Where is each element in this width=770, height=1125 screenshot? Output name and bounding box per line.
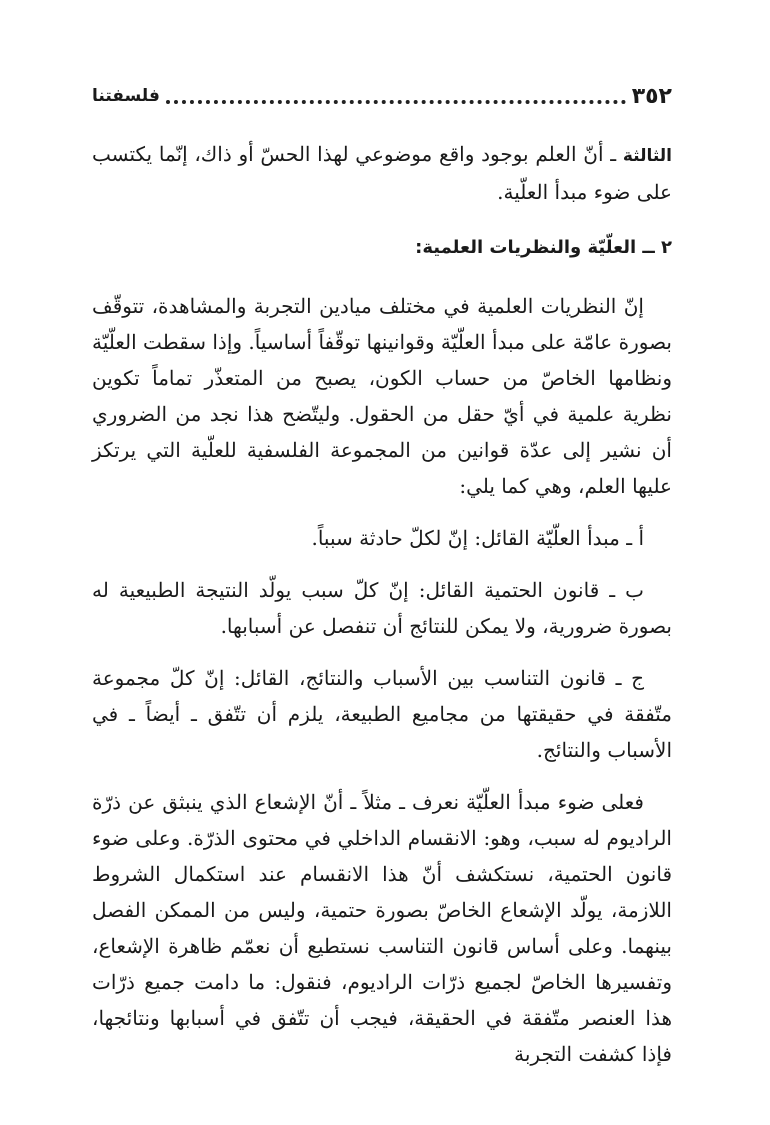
paragraph-lead-word: الثالثة xyxy=(622,146,672,166)
section-heading: ٢ ــ العلّيّة والنظريات العلمية: xyxy=(415,237,672,258)
closing-paragraph: فعلى ضوء مبدأ العلّيّة نعرف ـ مثلاً ـ أنّ الإشعاع الذي ينبثق عن ذرّة الراديوم له سبب، وهو: الانقسام الداخلي في محتوى الذرّة. وعلى ضوء قانون الحتمية، نستكشف أنّ هذا الانقسام عند استكمال الشروط اللازمة، يولّد الإشعاع الخاصّ بصورة حتمية، وليس من الممكن الفصل بينهما. وعلى أساس قانون التناسب نستطيع أن نعمّم ظاهرة الإشعاع، وتفسيرها الخاصّ لجميع ذرّات الراديوم، فنقول: ما دامت جميع ذرّات هذا العنصر متّفقة في الحقيقة، فيجب أن تتّفق في أسبابها ونتائجها، فإذا كشفت التجربة xyxy=(92,790,672,1066)
intro-paragraph: إنّ النظريات العلمية في مختلف ميادين التجربة والمشاهدة، تتوقّف بصورة عامّة على مبدأ العلّيّة وقوانينها توقّفاً أساسياً. وإذا سقطت العلّيّة ونظامها الخاصّ من حساب الكون، يصبح من المتعذّر تماماً تكوين نظرية علمية في أيّ حقل من الحقول. وليتّضح هذا نجد من الضروري أن نشير إلى عدّة قوانين من المجموعة الفلسفية للعلّية التي يرتكز عليها العلم، وهي كما يلي: xyxy=(92,294,672,498)
paragraph-body: ـ أنّ العلم بوجود واقع موضوعي لهذا الحسّ أو ذاك، إنّما يكتسب على ضوء مبدأ العلّية. xyxy=(92,142,672,204)
list-item: ج ـ قانون التناسب بين الأسباب والنتائج، القائل: إنّ كلّ مجموعة متّفقة في حقيقتها من مجاميع الطبيعة، يلزم أن تتّفق ـ أيضاً ـ في الأسباب والنتائج. xyxy=(92,666,672,762)
list-item: أ ـ مبدأ العلّيّة القائل: إنّ لكلّ حادثة سبباً. xyxy=(311,526,644,550)
page-number: ٣٥٢ xyxy=(631,83,672,109)
running-header xyxy=(92,78,672,114)
paragraph-third-point xyxy=(92,136,672,210)
book-page xyxy=(92,78,672,1072)
list-item: ب ـ قانون الحتمية القائل: إنّ كلّ سبب يولّد النتيجة الطبيعية له بصورة ضرورية، ولا يمكن للنتائج أن تنفصل عن أسبابها. xyxy=(92,578,672,638)
header-dot-leader xyxy=(166,100,626,104)
book-title: فلسفتنا xyxy=(92,86,160,106)
